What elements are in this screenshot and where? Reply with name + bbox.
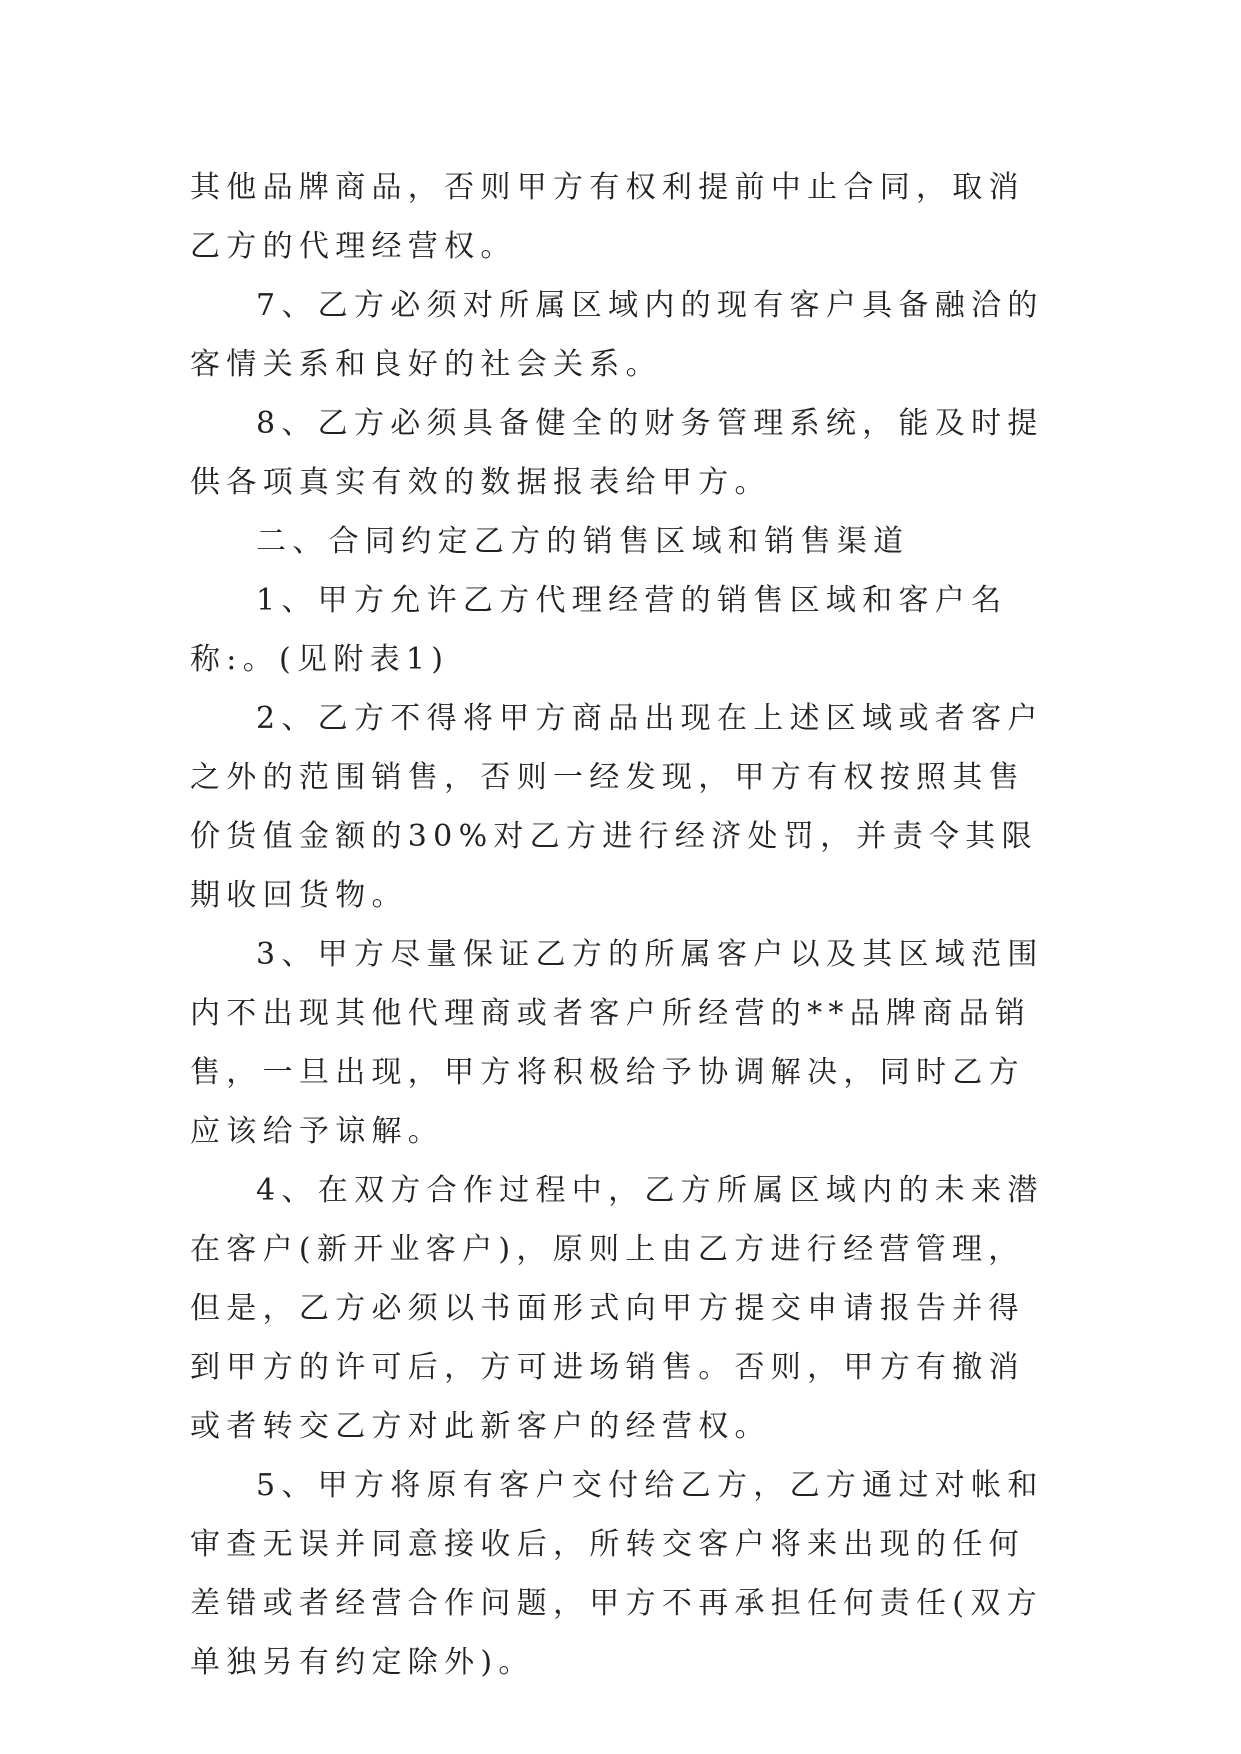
paragraph-section2-item-1: 1、甲方允许乙方代理经营的销售区域和客户名称:。(见附表1) [190,583,1008,677]
section-heading-2: 二、合同约定乙方的销售区域和销售渠道 [256,524,910,559]
paragraph-clause-7: 7、乙方必须对所属区域内的现有客户具备融洽的客情关系和良好的社会关系。 [190,288,1044,382]
paragraph-clause-8: 8、乙方必须具备健全的财务管理系统，能及时提供各项真实有效的数据报表给甲方。 [190,406,1044,500]
paragraph-section2-item-5: 5、甲方将原有客户交付给乙方，乙方通过对帐和审查无误并同意接收后，所转交客户将来出现的任何差错或者经营合作问题，甲方不再承担任何责任(双方单独另有约定除外)。 [190,1468,1044,1680]
paragraph-section2-item-2: 2、乙方不得将甲方商品出现在上述区域或者客户之外的范围销售，否则一经发现，甲方有权按照其售价货值金额的30%对乙方进行经济处罚，并责令其限期收回货物。 [190,701,1044,913]
document-body [190,158,1050,1692]
paragraph-section2-item-3: 3、甲方尽量保证乙方的所属客户以及其区域范围内不出现其他代理商或者客户所经营的**品牌商品销售，一旦出现，甲方将积极给予协调解决，同时乙方应该给予谅解。 [190,937,1044,1149]
paragraph-continuation: 其他品牌商品，否则甲方有权利提前中止合同，取消乙方的代理经营权。 [190,170,1025,264]
paragraph-section2-item-4: 4、在双方合作过程中，乙方所属区域内的未来潜在客户(新开业客户)，原则上由乙方进行经营管理，但是，乙方必须以书面形式向甲方提交申请报告并得到甲方的许可后，方可进场销售。否则，甲方有撤消或者转交乙方对此新客户的经营权。 [190,1173,1044,1444]
